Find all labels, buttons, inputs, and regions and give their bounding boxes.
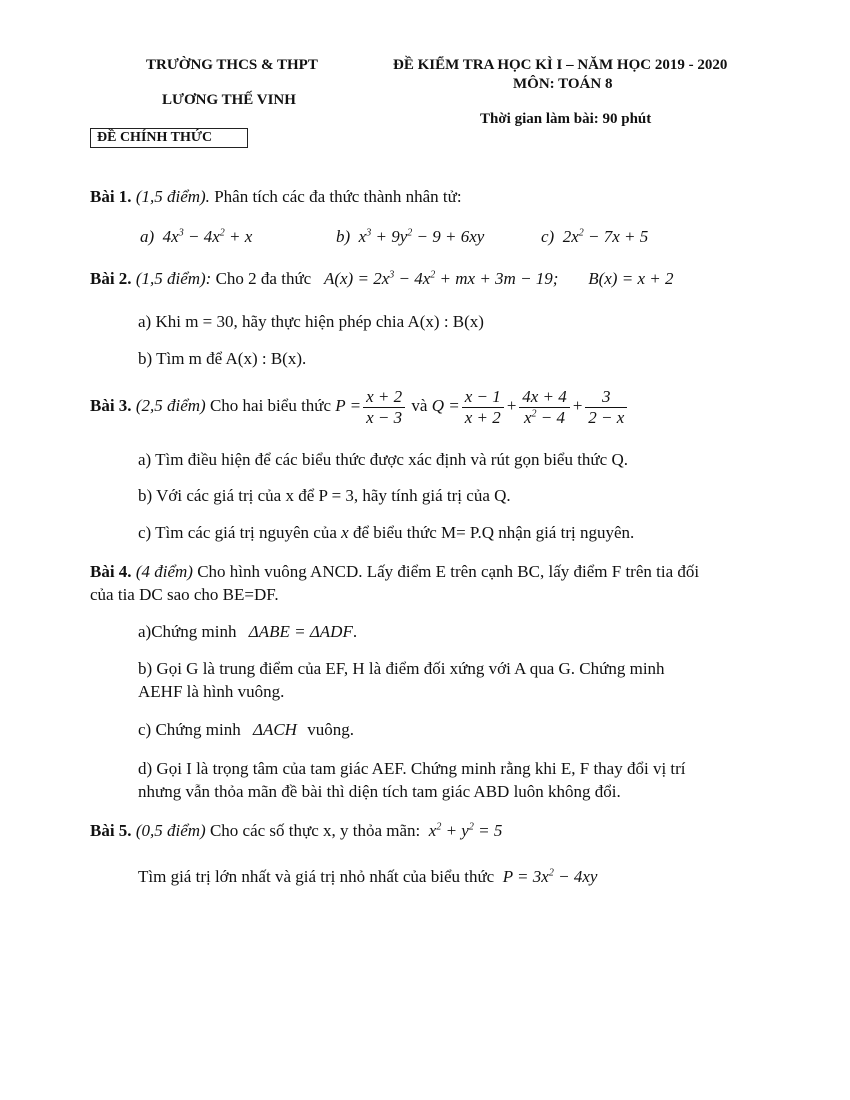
- exam-title: ĐỀ KIỂM TRA HỌC KÌ I – NĂM HỌC 2019 - 2020: [393, 57, 728, 73]
- exam-subject: MÔN: TOÁN 8: [513, 76, 613, 92]
- bai1-c-expr: $2x^2 - 7x + 5$: [558, 227, 649, 246]
- bai3-c-pre: c) Tìm các giá trị nguyên của: [138, 523, 337, 542]
- bai3-points: (2,5 điểm): [135, 396, 206, 415]
- bai1-points: (1,5 điểm).: [135, 187, 210, 206]
- bai5-question: [138, 866, 597, 888]
- bai3-c: [138, 522, 634, 544]
- bai1-heading: [90, 186, 462, 208]
- bai4-c-math: ΔACH: [252, 720, 297, 739]
- bai4-a: [138, 621, 357, 643]
- school-name-line2: LƯƠNG THẾ VINH: [162, 92, 296, 108]
- bai5-text: Cho các số thực x, y thỏa mãn:: [209, 821, 421, 840]
- bai2-label: Bài 2.: [90, 269, 132, 288]
- official-exam-box: [90, 128, 248, 148]
- bai2-poly-b: B(x) = x + 2: [562, 269, 674, 288]
- bai4-a-pre: a)Chứng minh: [138, 622, 237, 641]
- bai1-a-label: a): [140, 227, 155, 246]
- bai3-expr-q: Q = $\frac{x - 1}{x + 2}$ + $\frac{4x + 4}{x^2 - 4}$ + $\frac{3}{2 - x}$: [432, 396, 630, 415]
- bai2-text: Cho 2 đa thức: [215, 269, 312, 288]
- exam-time: Thời gian làm bài: 90 phút: [480, 111, 652, 127]
- bai5-text2: Tìm giá trị lớn nhất và giá trị nhỏ nhất của biểu thức: [138, 867, 495, 886]
- official-exam-label: ĐỀ CHÍNH THỨC: [97, 130, 213, 145]
- bai5-points: (0,5 điểm): [135, 821, 206, 840]
- bai1-a: [140, 226, 252, 248]
- bai4-heading: [90, 561, 699, 583]
- bai4-text2: của tia DC sao cho BE=DF.: [90, 585, 279, 604]
- bai4-b2: AEHF là hình vuông.: [138, 682, 285, 701]
- bai4-a-post: .: [352, 622, 358, 641]
- bai1-b-label: b): [336, 227, 351, 246]
- bai4-d2: nhưng vẫn thỏa mãn đề bài thì diện tích tam giác ABD luôn không đổi.: [138, 782, 621, 801]
- bai4-b1: b) Gọi G là trung điểm của EF, H là điểm đối xứng với A qua G. Chứng minh: [138, 659, 665, 678]
- bai5-label: Bài 5.: [90, 821, 132, 840]
- bai3-label: Bài 3.: [90, 396, 132, 415]
- bai3-heading: [90, 384, 629, 428]
- bai3-va: và: [411, 396, 428, 415]
- bai2-poly-a: $A(x) = 2x^3 - 4x^2$ + mx + 3m − 19;: [315, 269, 559, 288]
- bai2-points: (1,5 điểm):: [135, 269, 212, 288]
- bai4-a-math: ΔABE = ΔADF: [248, 622, 353, 641]
- bai4-text1: Cho hình vuông ANCD. Lấy điểm E trên cạnh BC, lấy điểm F trên tia đối: [197, 562, 700, 581]
- bai2-a: a) Khi m = 30, hãy thực hiện phép chia A(x) : B(x): [138, 312, 484, 331]
- bai1-b: [336, 226, 484, 248]
- bai1-text: Phân tích các đa thức thành nhân tử:: [214, 187, 462, 206]
- bai4-c: [138, 719, 354, 741]
- bai3-b: b) Với các giá trị của x để P = 3, hãy tính giá trị của Q.: [138, 486, 511, 505]
- bai4-d1: d) Gọi I là trọng tâm của tam giác AEF. Chứng minh rằng khi E, F thay đổi vị trí: [138, 759, 686, 778]
- bai5-expr: $P = 3x^2 - 4xy$: [498, 867, 598, 886]
- bai3-c-var: x: [341, 523, 349, 542]
- bai3-a: a) Tìm điều hiện để các biểu thức được xác định và rút gọn biểu thức Q.: [138, 450, 628, 469]
- bai1-c: [541, 226, 648, 248]
- bai1-c-label: c): [541, 227, 555, 246]
- school-name-line1: TRƯỜNG THCS & THPT: [146, 57, 318, 73]
- bai4-points: (4 điểm): [135, 562, 193, 581]
- bai1-b-expr: $x^3 + 9y^2 - 9 + 6xy$: [354, 227, 485, 246]
- bai3-text: Cho hai biểu thức: [209, 396, 332, 415]
- bai1-label: Bài 1.: [90, 187, 132, 206]
- bai3-c-post: để biểu thức M= P.Q nhận giá trị nguyên.: [352, 523, 635, 542]
- bai4-label: Bài 4.: [90, 562, 132, 581]
- bai1-a-expr: $4x^3 - 4x^2 + x$: [158, 227, 253, 246]
- bai5-heading: [90, 820, 502, 842]
- bai2-heading: [90, 268, 673, 290]
- bai5-condition: $x^2 + y^2 = 5$: [424, 821, 503, 840]
- bai4-c-pre: c) Chứng minh: [138, 720, 241, 739]
- bai3-expr-p: P = $\frac{x + 2}{x - 3}$: [335, 396, 407, 415]
- bai4-c-post: vuông.: [307, 720, 354, 739]
- bai2-b: b) Tìm m để A(x) : B(x).: [138, 349, 307, 368]
